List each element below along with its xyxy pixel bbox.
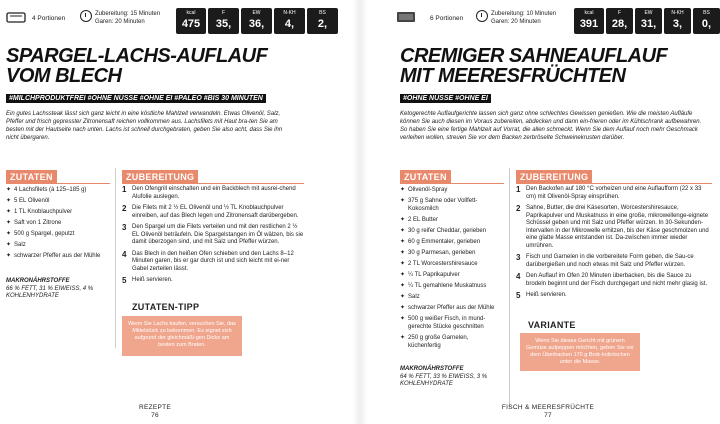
ingredient-item xyxy=(400,227,500,235)
bullet-icon: ✦ xyxy=(400,316,406,322)
tip-box: Wenn Sie Lachs kaufen, versuchen Sie, das Mittelstück zu bekommen. Es eignet sich aufgrund der gleichmäßi-gen Dicke am besten zum Braten. xyxy=(122,316,242,356)
ingredient-item xyxy=(400,282,500,290)
nutrition-bs: BS 0, xyxy=(693,8,720,34)
ingredient-item xyxy=(400,293,500,301)
ingredient-text: 5 EL Olivenöl xyxy=(14,198,50,204)
nutrition-protein: EW 31, xyxy=(635,8,662,34)
step-item xyxy=(516,292,712,300)
ingredient-text: 60 g Emmentaler, gerieben xyxy=(408,239,481,245)
recipe-title: SPARGEL-LACHS-AUFLAUF VOM BLECH xyxy=(6,45,268,87)
step-number: 5 xyxy=(122,276,127,285)
step-number: 3 xyxy=(122,223,127,232)
column-divider xyxy=(509,168,510,408)
ingredient-text: 4 Lachsfilets (à 125–185 g) xyxy=(14,187,87,193)
step-item xyxy=(516,186,712,201)
left-page xyxy=(0,0,352,424)
steps-heading: ZUBEREITUNG xyxy=(516,170,592,184)
ingredient-text: 2 EL Butter xyxy=(408,217,438,223)
portions-label: 4 Portionen xyxy=(32,15,66,22)
ingredient-item xyxy=(400,238,500,246)
book-gutter xyxy=(352,0,368,424)
step-item xyxy=(122,186,304,201)
step-number: 2 xyxy=(122,204,127,213)
step-item xyxy=(122,224,304,247)
bullet-icon: ✦ xyxy=(400,187,406,193)
page-number: 77 xyxy=(544,412,552,419)
ingredient-item xyxy=(400,216,500,224)
ingredient-item xyxy=(400,334,500,350)
ingredient-item xyxy=(6,208,110,216)
ingredient-text: Salz xyxy=(14,242,26,248)
recipe-info-bar xyxy=(368,6,720,34)
ingredient-item xyxy=(6,241,110,249)
bullet-icon: ✦ xyxy=(400,239,406,245)
macro-info xyxy=(400,366,504,389)
bullet-icon: ✦ xyxy=(6,220,12,226)
step-item xyxy=(516,273,712,288)
ingredients-list xyxy=(400,186,500,353)
bullet-icon: ✦ xyxy=(6,242,12,248)
ingredient-text: schwarzer Pfeffer aus der Mühle xyxy=(14,253,101,259)
clock-icon xyxy=(476,10,488,22)
ingredients-list xyxy=(6,186,110,263)
step-text: Das Blech in den heißen Ofen schieben und den Lachs 8–12 Minuten garen, bis er gar durch ist und sich leicht mit ei-ner Gabel zerteilen lässt. xyxy=(132,250,294,272)
ingredient-text: ¼ TL gemahlene Muskatnuss xyxy=(408,283,487,289)
ingredient-item xyxy=(6,219,110,227)
bullet-icon: ✦ xyxy=(400,283,406,289)
ingredient-text: 30 g reifer Cheddar, gerieben xyxy=(408,228,487,234)
nutrition-kcal: kcal 475 xyxy=(176,8,206,34)
ingredient-item xyxy=(400,197,500,213)
bullet-icon: ✦ xyxy=(400,250,406,256)
prep-time: Zubereitung: 10 Minuten xyxy=(491,11,557,17)
ingredient-item xyxy=(400,271,500,279)
steps-rule xyxy=(122,183,304,184)
ingredient-item xyxy=(6,230,110,238)
baking-dish-icon xyxy=(396,10,416,24)
nutrition-fat: F 28, xyxy=(606,8,633,34)
ingredient-text: schwarzer Pfeffer aus der Mühle xyxy=(408,305,495,311)
tip-heading: ZUTATEN-TIPP xyxy=(132,302,200,312)
step-text: Heiß servieren. xyxy=(132,277,173,283)
bullet-icon: ✦ xyxy=(6,253,12,259)
ingredient-item xyxy=(6,186,110,194)
step-text: Den Backofen auf 180 °C vorheizen und eine Auflaufform (22 x 33 cm) mit Olivenöl-Spray einsprühen. xyxy=(526,186,702,200)
recipe-intro: Ketogerechte Auflaufgerichte lassen sich ganz ohne schlechtes Gewissen genießen. Wie die meisten Aufläufe können Sie auch diesen im Voraus zubereiten, abdecken und dann ein-frieren oder im Kühlschrank aufbewahren. So haben Sie eine fertige Mahlzeit auf Vorrat, die allen schmeckt. Wenn Sie dem Auflauf noch mehr Geschmack verleihen wollen, streuen Sie vor dem Backen zerbröselte Schweinekrusten darüber. xyxy=(400,111,702,141)
ingredient-item xyxy=(400,260,500,268)
macro-title: MAKRONÄHRSTOFFE xyxy=(6,278,70,284)
cook-time: Garen: 20 Minuten xyxy=(491,18,541,25)
step-text: Sahne, Butter, die drei Käsesorten, Worcestershiresauce, Paprikapulver und Muskatnuss in eine große, mikrowellenge-eignete Schüssel geben und mit Salz und Pfeffer würzen. In 30-Sekunden-Intervallen in der Mikrowelle erhitzen, bis der Käse geschmolzen und eine glatte Masse entstanden ist. Da-zwischen immer wieder umrühren. xyxy=(526,205,709,249)
macro-info xyxy=(6,278,110,301)
footer-section: FISCH & MEERESFRÜCHTE xyxy=(501,404,595,411)
step-number: 4 xyxy=(122,249,127,259)
ingredient-text: 250 g große Garnelen, küchenfertig xyxy=(408,335,469,349)
clock-icon xyxy=(80,10,92,22)
recipe-info-bar xyxy=(0,6,352,34)
macro-title: MAKRONÄHRSTOFFE xyxy=(400,366,464,372)
recipe-title: CREMIGER SAHNEAUFLAUF MIT MEERESFRÜCHTEN xyxy=(400,45,668,87)
nutrition-fat: F 35, xyxy=(208,8,239,34)
footer-section: REZEPTE xyxy=(138,404,172,411)
page-footer xyxy=(120,404,190,420)
ingredient-item xyxy=(400,315,500,331)
portions-label: 6 Portionen xyxy=(430,15,464,22)
step-number: 1 xyxy=(122,185,127,194)
step-item xyxy=(122,251,304,274)
steps-heading: ZUBEREITUNG xyxy=(122,170,198,184)
ingredient-item xyxy=(400,186,500,194)
recipe-tags: #OHNE NÜSSE #OHNE EI xyxy=(400,94,491,103)
ingredients-rule xyxy=(6,183,110,184)
bullet-icon: ✦ xyxy=(400,217,406,223)
bullet-icon: ✦ xyxy=(6,209,12,215)
recipe-tags: #MILCHPRODUKTFREI #OHNE NÜSSE #OHNE EI #PALEO #BIS 30 MINUTEN xyxy=(6,94,266,103)
step-number: 1 xyxy=(516,185,521,194)
ingredients-heading: ZUTATEN xyxy=(6,170,57,184)
bullet-icon: ✦ xyxy=(400,294,406,300)
ingredients-heading: ZUTATEN xyxy=(400,170,451,184)
macro-text: 66 % FETT, 31 % EIWEISS, 4 % KOHLENHYDRATE xyxy=(6,285,94,299)
variant-box: Wenn Sie dieses Gericht mit grünem Gemüse aufpeppen möchten, geben Sie vor dem Überbacken 170 g Brok-koliröschen unter die Masse. xyxy=(520,333,640,371)
cook-time: Garen: 20 Minuten xyxy=(95,18,145,25)
ingredient-text: 375 g Sahne oder Vollfett-Kokosmilch xyxy=(408,198,478,212)
bullet-icon: ✦ xyxy=(6,198,12,204)
step-text: Die Filets mit 2 ½ EL Olivenöl und ½ TL Knoblauchpulver einreiben, auf das Blech legen und Zitronensaft darübergeben. xyxy=(132,205,299,219)
ingredient-text: 30 g Parmesan, gerieben xyxy=(408,250,476,256)
bullet-icon: ✦ xyxy=(400,261,406,267)
time-info xyxy=(491,11,556,26)
right-page xyxy=(368,0,720,424)
step-item xyxy=(516,205,712,250)
portions-icon xyxy=(6,10,26,24)
step-item xyxy=(122,205,304,220)
page-number: 76 xyxy=(151,412,159,419)
nutrition-net-carbs: N-KH 4, xyxy=(274,8,305,34)
steps-list xyxy=(122,186,304,289)
nutrition-net-carbs: N-KH 3, xyxy=(664,8,691,34)
ingredient-text: 500 g weißer Fisch, in mund-gerechte Stücke geschnitten xyxy=(408,316,486,330)
step-number: 2 xyxy=(516,204,521,213)
ingredient-text: ¼ TL Paprikapulver xyxy=(408,272,460,278)
ingredients-rule xyxy=(400,183,504,184)
ingredient-text: Salz xyxy=(408,294,420,300)
ingredient-text: 2 TL Worcestershiresauce xyxy=(408,261,478,267)
ingredient-item xyxy=(6,197,110,205)
step-text: Fisch und Garnelen in die vorbereitete Form geben, die Sau-ce darübergießen und noch etwas mit Salz und Pfeffer würzen. xyxy=(526,254,694,268)
bullet-icon: ✦ xyxy=(400,228,406,234)
bullet-icon: ✦ xyxy=(400,272,406,278)
ingredient-text: 1 TL Knoblauchpulver xyxy=(14,209,73,215)
step-number: 4 xyxy=(516,272,521,281)
nutrition-boxes xyxy=(574,8,720,34)
bullet-icon: ✦ xyxy=(400,335,406,341)
steps-rule xyxy=(516,183,712,184)
bullet-icon: ✦ xyxy=(6,187,12,193)
ingredient-text: Olivenöl-Spray xyxy=(408,187,448,193)
recipe-intro: Ein gutes Lachssteak lässt sich ganz leicht in eine köstliche Mahlzeit verwandeln. Etwas Olivenöl, Salz, Pfeffer und frisch gepresster Zitronensaft reichen vollkommen aus. Lachsfilets mit Haut bra-ten Sie am besten mit der Hautseite nach unten. Lachs ist schnell durchgebraten, geben Sie also acht, dass Sie ihn nicht übergaren. xyxy=(6,111,283,141)
macro-text: 64 % FETT, 33 % EIWEISS, 3 % KOHLENHYDRATE xyxy=(400,373,488,387)
nutrition-protein: EW 36, xyxy=(241,8,272,34)
ingredient-text: 500 g Spargel, geputzt xyxy=(14,231,75,237)
bullet-icon: ✦ xyxy=(6,231,12,237)
ingredient-item xyxy=(400,304,500,312)
step-text: Den Auflauf im Ofen 20 Minuten überbacken, bis die Sauce zu brodeln beginnt und der Fisch durchgegart und nicht mehr glasig ist. xyxy=(526,273,708,287)
step-number: 5 xyxy=(516,291,521,300)
step-item xyxy=(122,277,304,285)
nutrition-boxes xyxy=(176,8,338,34)
nutrition-kcal: kcal 391 xyxy=(574,8,604,34)
ingredient-item xyxy=(6,252,110,260)
step-text: Heiß servieren. xyxy=(526,292,567,298)
step-text: Den Spargel um die Filets verteilen und mit den restlichen 2 ½ EL Olivenöl beträufeln. Die Spargelstangen im Öl wälzen, bis sie damit überzogen sind, und mit Salz und Pfeffer würzen. xyxy=(132,224,304,245)
time-info xyxy=(95,11,160,26)
ingredient-text: Saft von 1 Zitrone xyxy=(14,220,62,226)
prep-time: Zubereitung: 15 Minuten xyxy=(95,11,161,17)
step-text: Den Ofengrill einschalten und ein Backblech mit ausrei-chend Alufolie auslegen. xyxy=(132,186,296,200)
variant-heading: VARIANTE xyxy=(528,320,576,330)
step-number: 3 xyxy=(516,253,521,262)
bullet-icon: ✦ xyxy=(400,198,406,204)
bullet-icon: ✦ xyxy=(400,305,406,311)
ingredient-item xyxy=(400,249,500,257)
step-item xyxy=(516,254,712,269)
column-divider xyxy=(115,168,116,348)
page-footer xyxy=(488,404,608,420)
steps-list xyxy=(516,186,712,304)
nutrition-bs: BS 2, xyxy=(307,8,338,34)
